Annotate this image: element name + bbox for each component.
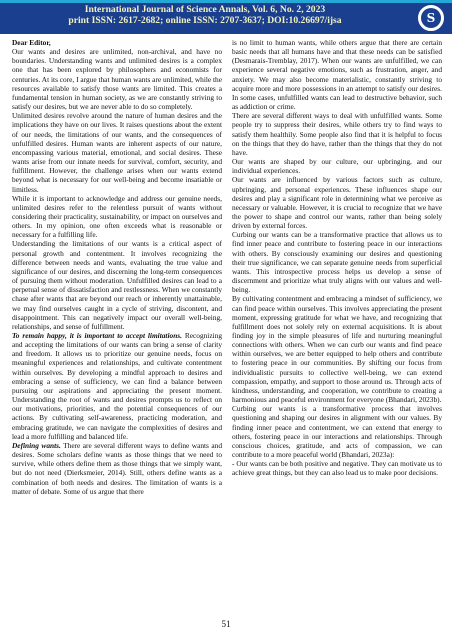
- journal-logo-icon: S: [416, 3, 446, 33]
- right-column: [232, 38, 442, 478]
- paragraph: is no limit to human wants, while others argue that there are certain basic needs that all humans have and that these needs can be satisfied (Desmarais-Tremblay, 2017). When our wants are unfulfilled, we can experience several negative emotions, such as frustration, anger, and anxiety. We may also become materialistic, constantly striving to acquire more and more possessions in an attempt to satisfy our desires. In some cases, unfulfilled wants can lead to destructive behavior, such as addiction or crime.: [232, 38, 442, 112]
- section-lead: To remain happy, it is important to accept limitations.: [12, 331, 182, 340]
- paragraph: There are several different ways to deal with unfulfilled wants. Some people try to suppress their desires, while others try to find ways to satisfy them healthily. Some people also find that it is helpful to focus on the things that they do have, rather than the things that they do not have.: [232, 111, 442, 157]
- paragraph: Defining wants. There are several different ways to define wants and desires. Some scholars define wants as those things that we need to survive, while others define them as those things that we simply want, but do not need (Dierksmeier, 2014). Still, others define wants as a combination of both needs and desires. The limitation of wants is a matter of debate. Some of us argue that there: [12, 440, 222, 496]
- page-number: 51: [221, 619, 231, 629]
- paragraph: Curbing our wants can be a transformative practice that allows us to find inner peace and contribute to fostering peace in our interactions with others. By consciously examining our desires and questioning their true significance, we can separate genuine needs from superficial wants. This introspective process helps us develop a sense of discernment and prioritize what truly aligns with our values and well-being.: [232, 230, 442, 295]
- paragraph: - Our wants can be both positive and negative. They can motivate us to achieve great things, but they can also lead us to make poor decisions.: [232, 459, 442, 478]
- paragraph: By cultivating contentment and embracing a mindset of sufficiency, we can find peace within ourselves. This involves appreciating the present moment, expressing gratitude for what we have, and recognizing that fulfillment does not solely rely on external acquisitions. It is about finding joy in the simple pleasures of life and nurturing meaningful connections with others. When we can curb our wants and find peace within ourselves, we are better equipped to help others and contribute to fostering peace in our communities. By shifting our focus from individualistic pursuits to collective well-being, we can extend compassion, empathy, and support to those around us. Through acts of kindness, understanding, and cooperation, we contribute to creating a harmonious and peaceful environment for everyone (Bhandari, 2023b).: [232, 294, 442, 405]
- paragraph: To remain happy, it is important to accept limitations. Recognizing and accepting the limitations of our wants can bring a sense of clarity and freedom. It allows us to prioritize our genuine needs, focus on meaningful experiences and relationships, and cultivate contentment within ourselves. By developing a mindful approach to desires and embracing a sense of sufficiency, we can find a balance between pursuing our aspirations and appreciating the present moment. Understanding the root of wants and desires prompts us to reflect on our motivations, priorities, and the potential consequences of our actions. By cultivating self-awareness, practicing moderation, and embracing gratitude, we can navigate the complexities of desires and lead a more fulfilling and balanced life.: [12, 331, 222, 441]
- paragraph: Unlimited desires revolve around the nature of human desires and the implications they have on our lives. It raises questions about the extent of our needs, the limitations of our wants, and the consequences of unfulfilled desires. Human wants are inherent aspects of our nature, encompassing various material, emotional, and social desires. These wants arise from our innate needs for survival, comfort, security, and fulfillment. However, the challenge arises when our wants extend beyond what is necessary for our well-being and become insatiable or limitless.: [12, 111, 222, 194]
- paragraph: Curbing our wants is a transformative process that involves questioning and shaping our desires in alignment with our values. By finding inner peace and contentment, we can extend that energy to others, fostering peace in our interactions and relationships. Through conscious choices, gratitude, and acts of compassion, we can contribute to a more peaceful world (Bhandari, 2023a):: [232, 404, 442, 460]
- paragraph: While it is important to acknowledge and address our genuine needs, unlimited desires refer to the relentless pursuit of wants without considering their practicality, sustainability, or impact on ourselves and others. In my opinion, one often exceeds what is reasonable or necessary for a fulfilling life.: [12, 193, 222, 240]
- journal-header: [0, 0, 452, 34]
- paragraph: Understanding the limitations of our wants is a critical aspect of personal growth and contentment. It involves recognizing the difference between needs and wants, evaluating the true value and significance of our desires, and discerning the long-term consequences of pursuing them without moderation. Unfulfilled desires can lead to a perpetual sense of dissatisfaction and restlessness. When we constantly chase after wants that are beyond our reach or inherently unattainable, we may find ourselves caught in a cycle of striving, discontent, and disappointment. This can negatively impact our overall well-being, relationships, and sense of fulfillment.: [12, 239, 222, 331]
- paragraph: Our wants and desires are unlimited, non-archival, and have no boundaries. Understanding wants and unlimited desires is a complex one that has been explored by philosophers and economists for centuries. At its core, I argue that human wants are unlimited, while the resources available to satisfy those wants are limited. This creates a fundamental tension in human society, as we are constantly striving to satisfy our desires, but we are never able to do so completely.: [12, 47, 222, 112]
- left-column: [12, 38, 222, 496]
- section-lead: Defining wants.: [12, 440, 61, 450]
- header-accent-stripe: [0, 0, 452, 3]
- paragraph: Our wants are shaped by our culture, our upbringing, and our individual experiences.: [232, 157, 442, 176]
- journal-issn-line: print ISSN: 2617-2682; online ISSN: 2707-3637; DOI:10.26697/ijsa: [68, 15, 342, 26]
- journal-title-line: International Journal of Science Annals, Vol. 6, No. 2, 2023: [84, 4, 326, 15]
- salutation: Dear Editor,: [12, 38, 51, 47]
- paragraph: Our wants are influenced by various factors such as culture, upbringing, and personal experiences. These influences shape our desires and play a significant role in determining what we perceive as necessary or valuable. However, it is crucial to recognize that we have the power to shape and control our wants, rather than being solely driven by external forces.: [232, 175, 442, 231]
